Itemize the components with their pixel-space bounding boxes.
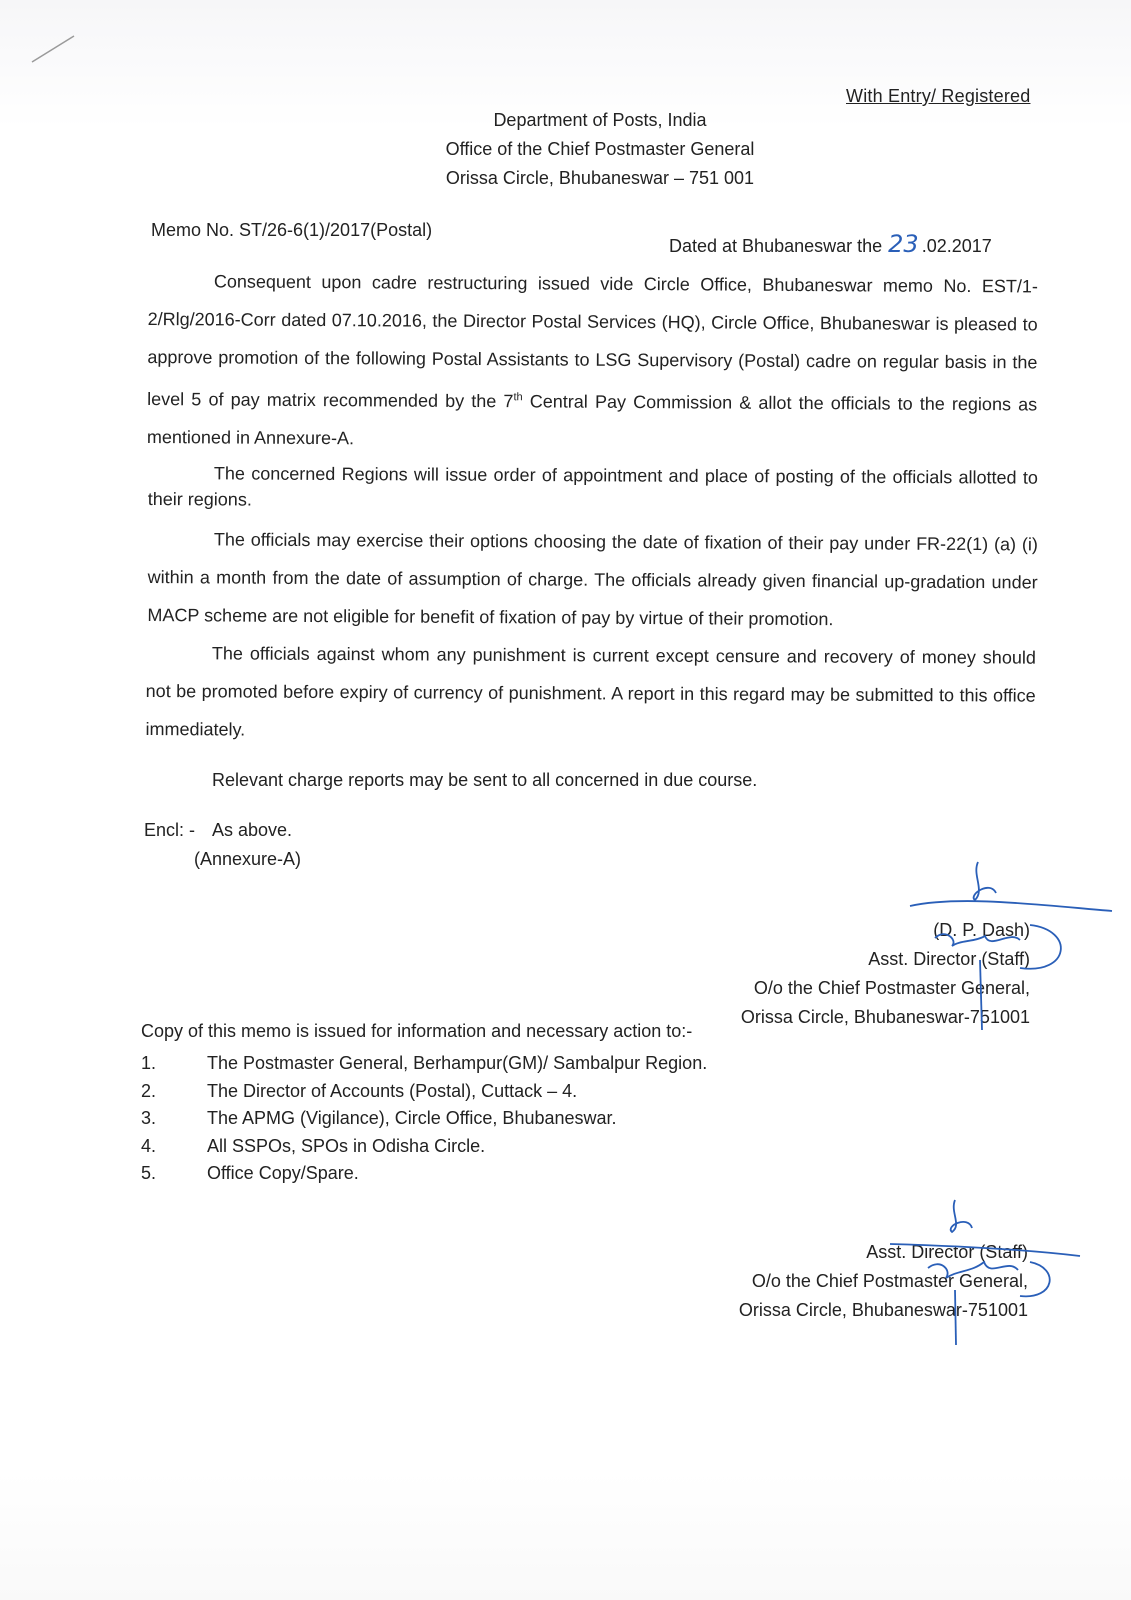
dispatch-stamp: With Entry/ Registered (846, 86, 1031, 106)
signature-block-secondary (690, 1238, 1028, 1325)
letterhead (380, 106, 820, 193)
department-name: Department of Posts, India (493, 110, 707, 130)
list-item-number: 4. (141, 1135, 157, 1156)
signatory-address: Orissa Circle, Bhubaneswar-751001 (740, 1007, 1030, 1027)
enclosure (144, 816, 301, 874)
signatory-name: (D. P. Dash) (933, 920, 1030, 940)
signature-block-primary (710, 916, 1030, 1032)
date-suffix: .02.2017 (921, 236, 992, 256)
paragraph-fixation (147, 520, 1038, 639)
signatory-title: Asst. Director (Staff) (868, 949, 1030, 969)
copy-to-intro: Copy of this memo is issued for information and necessary action to:- (141, 1021, 693, 1041)
list-item (141, 1133, 707, 1161)
copy-to-list (141, 1050, 707, 1188)
list-item-text: The APMG (Vigilance), Circle Office, Bhubaneswar. (207, 1108, 617, 1128)
signatory-title: Asst. Director (Staff) (866, 1242, 1028, 1262)
paragraph-fixation-text: The officials may exercise their options choosing the date of fixation of their pay under FR-22(1) (a) (i) within a month from the date of assumption of charge. The officials already given financial up-gradation under MACP scheme are not eligible for benefit of fixation of pay by virtue of their promotion. (147, 529, 1038, 630)
handwritten-day: 23 (888, 230, 919, 258)
paragraph-regions-text: The concerned Regions will issue order of appointment and place of posting of the officials allotted to their regions. (147, 463, 1038, 510)
memo-date (669, 230, 992, 258)
date-prefix: Dated at Bhubaneswar the (669, 236, 883, 256)
list-item-text: All SSPOs, SPOs in Odisha Circle. (207, 1135, 486, 1156)
list-item-text: The Director of Accounts (Postal), Cuttack – 4. (207, 1080, 578, 1101)
paragraph-punishment (145, 634, 1036, 753)
memo-number: Memo No. ST/26-6(1)/2017(Postal) (151, 220, 433, 240)
paragraph-punishment-text: The officials against whom any punishment is current except censure and recovery of money should not be promoted before expiry of currency of punishment. A report in this regard may be submitted to this office immediately. (145, 643, 1036, 740)
enclosure-label: Encl: - (144, 820, 196, 840)
paragraph-promotion (147, 262, 1038, 461)
list-item (141, 1105, 707, 1133)
enclosure-annexure: (Annexure-A) (194, 849, 302, 869)
list-item-number: 2. (141, 1080, 157, 1101)
signatory-office: O/o the Chief Postmaster General, (753, 978, 1030, 998)
list-item-number: 5. (141, 1163, 157, 1183)
signatory-address: Orissa Circle, Bhubaneswar-751001 (738, 1300, 1028, 1320)
paragraph-promotion-text-a: Consequent upon cadre restructuring issued vide Circle Office, Bhubaneswar memo No. EST/1-2/Rlg/2016-Corr dated 07.10.2016, the Director Postal Services (HQ), Circle Office, Bhubaneswar is pleased to approve promotion of the following Postal Assistants to LSG Supervisory (Postal) cadre on regular basis in the level 5 of pay matrix recommended by the 7 (147, 271, 1038, 412)
list-item (141, 1078, 707, 1106)
list-item (141, 1050, 707, 1078)
list-item-text: The Postmaster General, Berhampur(GM)/ Sambalpur Region. (207, 1053, 708, 1073)
paragraph-charge-reports: Relevant charge reports may be sent to all concerned in due course. (212, 770, 758, 790)
pencil-mark (32, 36, 74, 62)
list-item-number: 1. (141, 1053, 157, 1073)
office-name: Office of the Chief Postmaster General (445, 139, 755, 159)
paragraph-promotion-text-b: Central Pay Commission & allot the officials to the regions as mentioned in Annexure-A. (146, 391, 1038, 449)
ordinal-suffix: th (513, 391, 523, 404)
list-item (141, 1160, 707, 1188)
enclosure-value: As above. (212, 820, 293, 840)
office-address: Orissa Circle, Bhubaneswar – 751 001 (445, 168, 755, 188)
signatory-office: O/o the Chief Postmaster General, (751, 1271, 1028, 1291)
list-item-number: 3. (141, 1108, 157, 1128)
paragraph-regions (148, 460, 1038, 517)
list-item-text: Office Copy/Spare. (207, 1163, 359, 1183)
